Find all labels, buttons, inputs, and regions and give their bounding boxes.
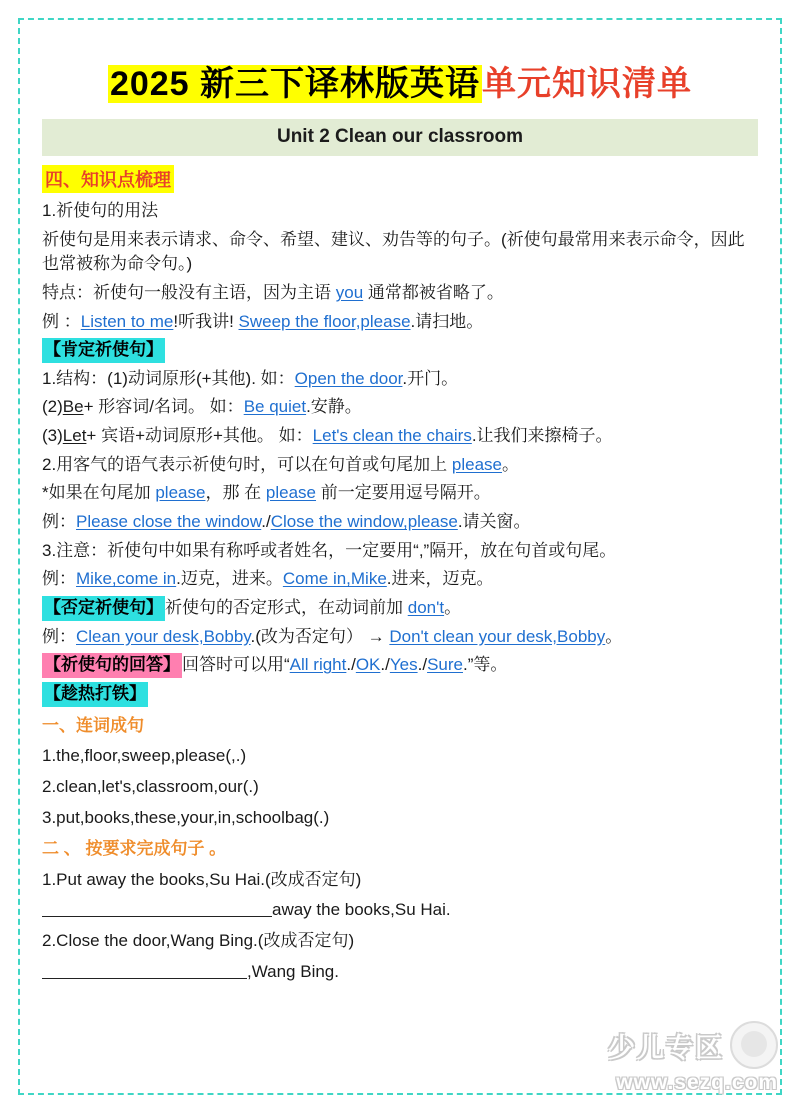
line-15-part-a: 回答时可以用“ [182, 655, 290, 675]
line-12-example-1: Mike,come in [76, 569, 177, 589]
unit-banner: Unit 2 Clean our classroom [42, 119, 758, 156]
line-14-part-c: .(改为否定句） → [250, 626, 390, 646]
exercise-answer-line-5 [42, 960, 758, 984]
knowledge-line-15: 【祈使句的回答】 回答时可以用“All right./OK./Yes./Sure.”等。 [42, 653, 758, 678]
page-title-highlight: 2025 新三下译林版英语 [109, 65, 481, 103]
line-8-keyword: please [451, 454, 503, 474]
knowledge-line-6 [42, 395, 758, 420]
imperative-answer-tag: 【祈使句的回答】 [42, 653, 182, 678]
exercise-answer-4-tail: away the books,Su Hai. [272, 900, 451, 920]
answer-blank-1[interactable] [42, 899, 272, 917]
page-title-accent: 单元知识清单 [482, 65, 693, 103]
knowledge-line-12 [42, 567, 758, 592]
line-6-part-a: (2) [42, 397, 63, 417]
exercise-answer-line-4 [42, 898, 758, 922]
exercise-answer-5-tail: ,Wang Bing. [247, 961, 339, 981]
line-14-part-e: 。 [605, 626, 623, 646]
answer-option-4: Sure [427, 655, 463, 675]
line-15-sep-1: . [346, 655, 352, 675]
line-9-part-c: ，那 在 [205, 483, 266, 503]
knowledge-line-7 [42, 424, 758, 449]
page-title [42, 56, 758, 105]
section-heading: 四、知识点梳理 [42, 165, 174, 193]
line-8-part-c: 。 [502, 454, 520, 474]
answer-option-1: All right [289, 655, 347, 675]
exercise-item-2: 2.clean,let's,classroom,our(.) [42, 777, 259, 797]
exercise-heading-2: 二 、 按要求完成句子 。 [42, 838, 227, 858]
line-14-example-1: Clean your desk,Bobby [76, 626, 251, 646]
line-4-example-1: Listen to me [80, 311, 174, 331]
line-14-example-2: Don't clean your desk,Bobby [389, 626, 606, 646]
exercise-item-3: 3.put,books,these,your,in,schoolbag(.) [42, 807, 330, 827]
line-13-part-a: 祈使句的否定形式，在动词前加 [165, 597, 408, 617]
negative-imperative-tag: 【否定祈使句】 [42, 596, 165, 621]
line-13-part-c: 。 [444, 597, 462, 617]
knowledge-line-5 [42, 367, 758, 392]
line-7-part-c: + 宾语+动词原形+其他。 如： [86, 426, 313, 446]
watermark-brand: 少儿专区 [608, 1032, 724, 1063]
line-4-part-a: 例 ： [42, 311, 81, 331]
line-10-example-2: Close the window,please [270, 512, 458, 532]
knowledge-line-9 [42, 481, 758, 506]
line-5-part-a: 1.结构：(1)动词原形(+其他). 如： [42, 368, 295, 388]
exercise-item-4: 1.Put away the books,Su Hai.(改成否定句) [42, 869, 362, 889]
line-12-part-e: .进来，迈克。 [386, 569, 494, 589]
document-page [18, 18, 782, 1095]
knowledge-line-3 [42, 281, 758, 306]
line-8-part-a: 2.用客气的语气表示祈使句时，可以在句首或句尾加上 [42, 454, 452, 474]
affirmative-tag-wrap [42, 338, 758, 363]
line-5-example: Open the door [294, 368, 403, 388]
line-9-keyword-2: please [265, 483, 317, 503]
knowledge-line-4 [42, 310, 758, 335]
knowledge-line-1: 1.祈使句的用法 [42, 201, 159, 220]
answer-blank-2[interactable] [42, 961, 247, 979]
exercise-item-5: 2.Close the door,Wang Bing.(改成否定句) [42, 931, 355, 951]
answer-option-2: OK [355, 655, 381, 675]
line-10-part-a: 例： [42, 512, 76, 532]
line-4-part-c: !听我讲! [173, 311, 239, 331]
line-7-example: Let's clean the chairs [312, 426, 472, 446]
practice-tag-wrap [42, 682, 758, 707]
knowledge-line-13 [42, 596, 758, 621]
knowledge-line-14 [42, 625, 758, 650]
line-9-part-a: *如果在句尾加 [42, 483, 156, 503]
line-10-part-c: ./ [261, 512, 271, 532]
line-7-part-a: (3) [42, 426, 63, 446]
line-4-example-2: Sweep the floor,please [238, 311, 411, 331]
line-9-part-e: 前一定要用逗号隔开。 [316, 483, 491, 503]
line-15-sep-2: . [380, 655, 386, 675]
line-6-example: Be quiet [243, 397, 307, 417]
line-12-example-2: Come in,Mike [282, 569, 387, 589]
line-10-part-e: .请关窗。 [457, 512, 531, 532]
affirmative-imperative-tag: 【肯定祈使句】 [42, 338, 165, 363]
line-15-part-i: .”等。 [462, 655, 508, 675]
line-4-part-e: .请扫地。 [410, 311, 484, 331]
exercise-heading-1: 一、连词成句 [42, 715, 144, 735]
line-14-part-a: 例： [42, 626, 76, 646]
line-7-keyword: Let [62, 426, 87, 446]
practice-tag: 【趁热打铁】 [42, 682, 148, 707]
knowledge-line-11: 3.注意：祈使句中如果有称呼或者姓名，一定要用“,”隔开，放在句首或句尾。 [42, 540, 617, 560]
line-3-keyword: you [335, 282, 364, 302]
knowledge-line-2: 祈使句是用来表示请求、命令、希望、建议、劝告等的句子。(祈使句最常用来表示命令，因此也常被称为命令句。) [42, 229, 745, 274]
line-12-part-a: 例： [42, 569, 76, 589]
line-5-part-c: .开门。 [402, 368, 459, 388]
line-7-part-e: .让我们来擦椅子。 [471, 426, 613, 446]
answer-option-3: Yes [389, 655, 418, 675]
line-10-example-1: Please close the window [76, 512, 262, 532]
line-9-keyword-1: please [155, 483, 206, 503]
line-3-part-a: 特点：祈使句一般没有主语，因为主语 [42, 282, 336, 302]
line-13-keyword: don't [407, 597, 445, 617]
line-6-part-e: .安静。 [306, 397, 362, 417]
knowledge-line-8 [42, 453, 758, 478]
exercise-item-1: 1.the,floor,sweep,please(,.) [42, 746, 247, 766]
line-3-part-c: 通常都被省略了。 [363, 282, 504, 302]
line-12-part-c: .迈克，进来。 [176, 569, 283, 589]
line-6-part-c: + 形容词/名词。 如： [83, 397, 244, 417]
line-15-sep-3: . [417, 655, 423, 675]
line-6-keyword: Be [62, 397, 84, 417]
knowledge-line-10 [42, 510, 758, 535]
watermark-url: www.sezq.com [616, 1071, 778, 1094]
section-heading-wrap [42, 162, 758, 195]
